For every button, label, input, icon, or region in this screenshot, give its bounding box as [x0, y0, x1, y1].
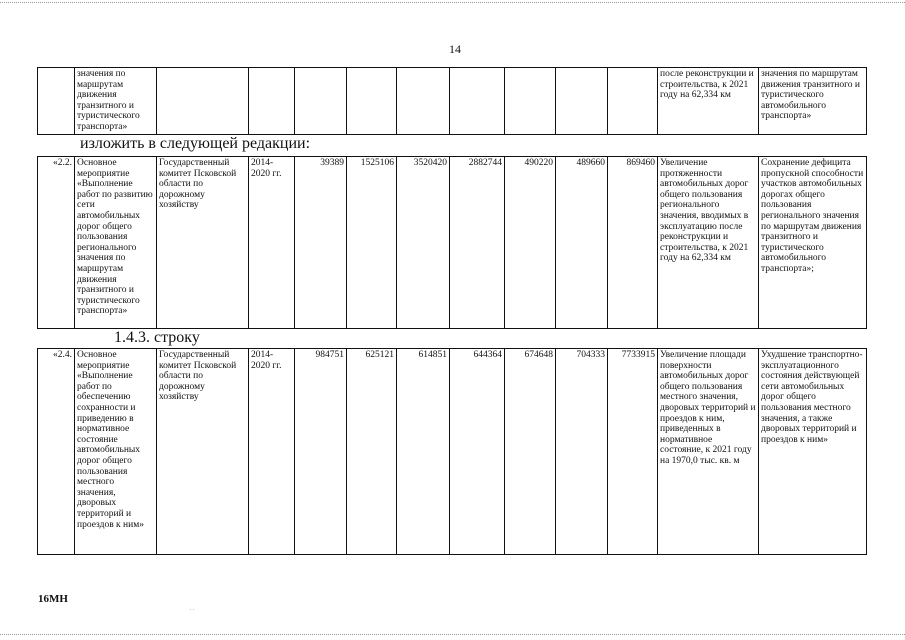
- top-border-line: [0, 2, 905, 3]
- page-number: 14: [449, 42, 461, 56]
- table-row: [38, 349, 867, 555]
- cell-result: значения по маршрутам движения транзитного и туристического автомобильного транспорта»: [759, 68, 867, 135]
- cell-value: 614851: [397, 349, 450, 555]
- cell-code: [38, 68, 75, 135]
- cell-value: 2882744: [450, 157, 505, 329]
- cell-result: Ухудшение транспортно-эксплуатационного состояния действующей сети автомобильных дорог общего пользования местного значения, а также дворовых территорий и проездов к ним»: [759, 349, 867, 555]
- cell-indicator: после реконструкции и строительства, к 2021 году на 62,334 км: [658, 68, 759, 135]
- cell-name: Основное мероприятие «Выполнение работ по обеспечению сохранности и приведению в нормативное состояние автомобильных дорог общего пользования местного значения, дворовых территорий и проездов к ним»: [75, 349, 157, 555]
- cell-value: 625121: [347, 349, 397, 555]
- cell-value: 490220: [505, 157, 556, 329]
- cell-name: Основное мероприятие «Выполнение работ по развитию сети автомобильных дорог общего пользования регионального значения по маршрутам движения транзитного и туристического транспорта»: [75, 157, 157, 329]
- cell-indicator: Увеличение площади поверхности автомобильных дорог общего пользования местного значения, дворовых территорий и проездов к ним, приведенных в нормативное состояние, к 2021 году на 1970,0 тыс. кв. м: [658, 349, 759, 555]
- cell-period: 2014-2020 гг.: [249, 157, 295, 329]
- cell-period: 2014-2020 гг.: [249, 349, 295, 555]
- cell-period: [249, 68, 295, 135]
- cell-value: 674648: [505, 349, 556, 555]
- cell-executor: [157, 68, 249, 135]
- cell-value: [608, 68, 658, 135]
- cell-value: [556, 68, 608, 135]
- cell-value: [397, 68, 450, 135]
- cell-value: 704333: [556, 349, 608, 555]
- fragment-table: [37, 67, 867, 135]
- cell-executor: Государственный комитет Псковской области по дорожному хозяйству: [157, 349, 249, 555]
- footer-code: 16МН: [38, 593, 68, 605]
- bottom-border-line: [0, 634, 905, 635]
- cell-value: 1525106: [347, 157, 397, 329]
- scan-artifact: . .: [190, 606, 195, 612]
- cell-indicator: Увеличение протяженности автомобильных дорог общего пользования регионального значения, вводимых в эксплуатацию после реконструкции и строительства, к 2021 году на 62,334 км: [658, 157, 759, 329]
- cell-name: значения по маршрутам движения транзитного и туристического транспорта»: [75, 68, 157, 135]
- row-2-2-table: [37, 156, 867, 329]
- cell-code: «2.4.: [38, 349, 75, 555]
- cell-value: 39389: [295, 157, 347, 329]
- cell-code: «2.2.: [38, 157, 75, 329]
- heading-row-replace: 1.4.3. строку: [114, 329, 200, 346]
- cell-value: 869460: [608, 157, 658, 329]
- row-2-4-table: [37, 348, 867, 555]
- table-row: [38, 157, 867, 329]
- cell-value: 489660: [556, 157, 608, 329]
- cell-result: Сохранение дефицита пропускной способности участков автомобильных дорогах общего пользования регионального значения по маршрутам движения транзитного и туристического автомобильного транспорта»;: [759, 157, 867, 329]
- cell-value: 3520420: [397, 157, 450, 329]
- cell-value: [295, 68, 347, 135]
- cell-value: 984751: [295, 349, 347, 555]
- fragment-row: [38, 68, 867, 135]
- cell-value: [505, 68, 556, 135]
- heading-new-edition: изложить в следующей редакции:: [80, 135, 311, 152]
- cell-value: 644364: [450, 349, 505, 555]
- cell-value: [450, 68, 505, 135]
- cell-value: 7733915: [608, 349, 658, 555]
- cell-value: [347, 68, 397, 135]
- cell-executor: Государственный комитет Псковской области по дорожному хозяйству: [157, 157, 249, 329]
